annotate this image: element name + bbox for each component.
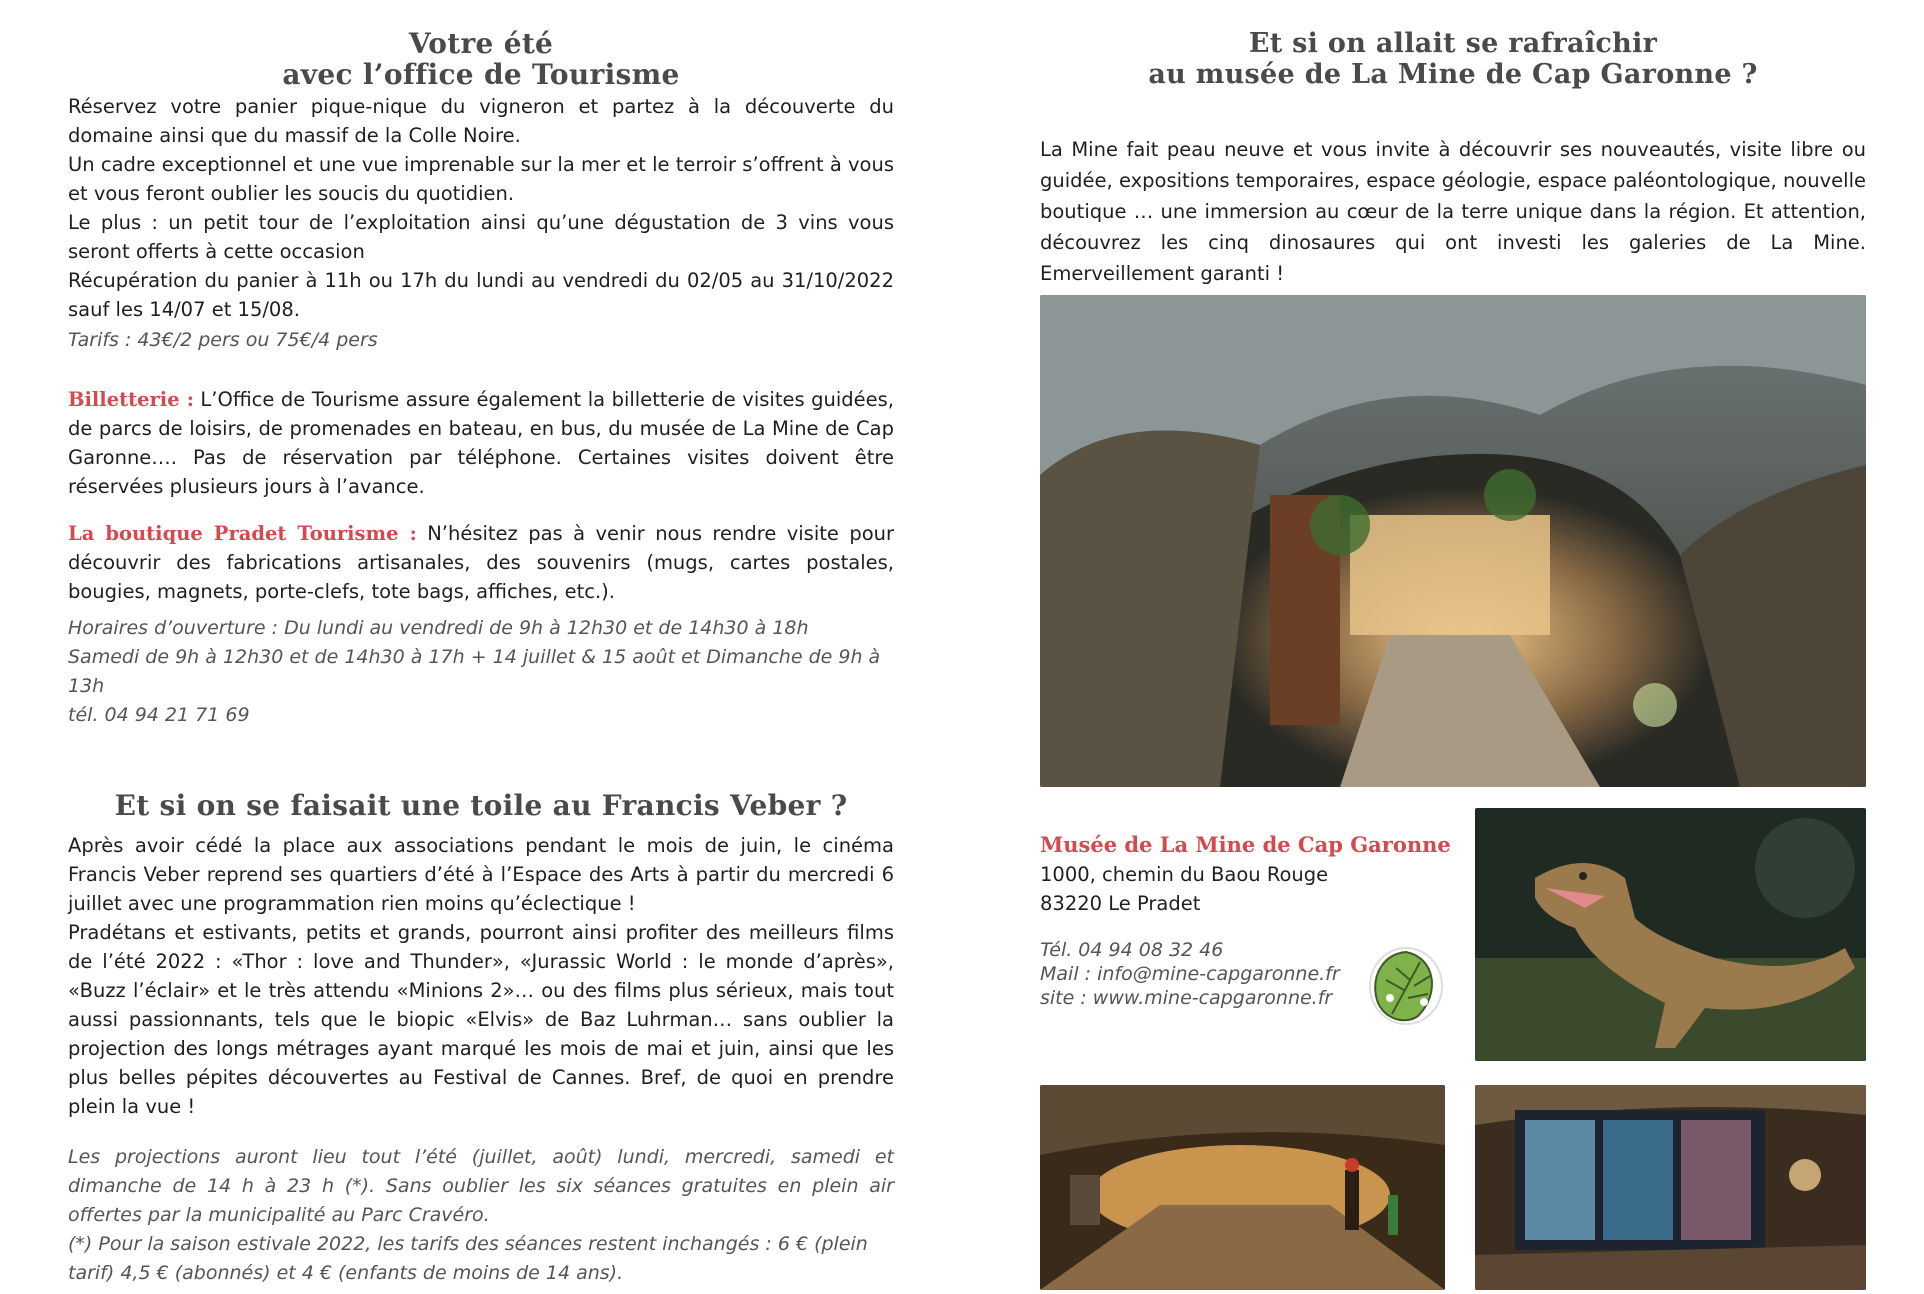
- boutique-paragraph: [68, 519, 894, 606]
- museum-name: Musée de La Mine de Cap Garonne: [1040, 832, 1451, 857]
- tarifs-text: Tarifs : 43€/2 pers ou 75€/4 pers: [68, 329, 378, 351]
- paragraph: Pradétans et estivants, petits et grands, pourront ainsi profiter des meilleurs films de l’été 2022 : «Thor : love and Thunder», «Jurassic World : le monde d’après», «Buzz l’éclair» et le très attendu «Minions 2»… ou des films plus sérieux, mais tout aussi passionnants, tels que le biopic «Elvis» de Baz Luhrman… sans oublier la projection des longs métrages ayant marqué les mois de mai et juin, ainsi que les plus belles pépites découvertes au Festival de Cannes. Bref, de quoi en prendre plein la vue !: [68, 921, 894, 1118]
- boutique-phone: tél. 04 94 21 71 69: [68, 704, 250, 726]
- billetterie-label: Billetterie :: [68, 388, 194, 411]
- section2-body: [68, 831, 894, 1288]
- hours-line: Horaires d’ouverture : Du lundi au vendredi de 9h à 12h30 et de 14h30 à 18h: [68, 617, 809, 639]
- dinosaur-photo: [1475, 808, 1866, 1061]
- paragraph: Un cadre exceptionnel et une vue imprenable sur la mer et le terroir s’offrent à vous et vous feront oublier les soucis du quotidien.: [68, 153, 894, 205]
- paragraph: Réservez votre panier pique-nique du vigneron et partez à la découverte du domaine ainsi que du massif de la Colle Noire.: [68, 95, 894, 147]
- paragraph: Récupération du panier à 11h ou 17h du lundi au vendredi du 02/05 au 31/10/2022 sauf les 14/07 et 15/08.: [68, 269, 894, 321]
- paragraph: Le plus : un petit tour de l’exploitation ainsi qu’une dégustation de 3 vins vous seront offerts à cette occasion: [68, 211, 894, 263]
- title-line-1: Votre été: [408, 27, 554, 60]
- projections-note: Les projections auront lieu tout l’été (juillet, août) lundi, mercredi, samedi et dimanche de 14 h à 23 h (*). Sans oublier les six séances gratuites en plein air offertes par la municipalité au Parc Cravéro.: [68, 1146, 894, 1226]
- billetterie-text: L’Office de Tourisme assure également la billetterie de visites guidées, de parcs de loisirs, de promenades en bateau, en bus, du musée de La Mine de Cap Garonne…. Pas de réservation par téléphone. Certaines visites doivent être réservées plusieurs jours à l’avance.: [68, 388, 895, 498]
- title-line-2: avec l’office de Tourisme: [282, 58, 680, 91]
- museum-phone: Tél. 04 94 08 32 46: [1040, 939, 1224, 961]
- section1-body: [68, 92, 894, 355]
- title-line-2: au musée de La Mine de Cap Garonne ?: [1148, 59, 1758, 90]
- boutique-text: N’hésitez pas à venir nous rendre visite pour découvrir des fabrications artisanales, des souvenirs (mugs, cartes postales, bougies, magnets, porte-clefs, tote bags, affiches, etc.).: [68, 522, 894, 603]
- title-line-1: Et si on allait se rafraîchir: [1248, 28, 1658, 59]
- section-title-mine: [1040, 28, 1866, 90]
- billetterie-paragraph: [68, 385, 894, 501]
- boutique-label: La boutique Pradet Tourisme :: [68, 522, 417, 545]
- section-title-francis-veber: Et si on se faisait une toile au Francis Veber ?: [114, 789, 848, 822]
- hours-line: Samedi de 9h à 12h30 et de 14h30 à 17h + 14 juillet & 15 août et Dimanche de 9h à 13h: [68, 646, 881, 697]
- mine-tunnel-photo: [1040, 295, 1866, 787]
- section-title-office-tourisme: [68, 28, 894, 90]
- museum-email[interactable]: Mail : info@mine-capgaronne.fr: [1040, 963, 1340, 985]
- boutique-hours: [68, 614, 894, 730]
- museum-website[interactable]: site : www.mine-capgaronne.fr: [1040, 987, 1333, 1009]
- tarifs-note: (*) Pour la saison estivale 2022, les tarifs des séances restent inchangés : 6 € (plein tarif) 4,5 € (abonnés) et 4 € (enfants de moins de 14 ans).: [68, 1233, 868, 1284]
- paragraph: Après avoir cédé la place aux associations pendant le mois de juin, le cinéma Francis Veber reprend ses quartiers d’été à l’Espace des Arts à partir du mercredi 6 juillet avec une programmation rien moins qu’éclectique !: [68, 834, 894, 915]
- mine-gallery-photo: [1040, 1085, 1445, 1290]
- mine-intro: La Mine fait peau neuve et vous invite à découvrir ses nouveautés, visite libre ou guidée, expositions temporaires, espace géologie, espace paléontologique, nouvelle boutique … une immersion au cœur de la terre unique dans la région. Et attention, découvrez les cinq dinosaures qui ont investi les galeries de La Mine. Emerveillement garanti !: [1040, 138, 1866, 285]
- monstera-leaf-icon: [1366, 944, 1446, 1028]
- mine-exhibition-photo: [1475, 1085, 1866, 1290]
- left-column: [68, 28, 894, 1288]
- right-column: [1040, 28, 1866, 289]
- address-line: 83220 Le Pradet: [1040, 892, 1201, 915]
- address-line: 1000, chemin du Baou Rouge: [1040, 863, 1329, 886]
